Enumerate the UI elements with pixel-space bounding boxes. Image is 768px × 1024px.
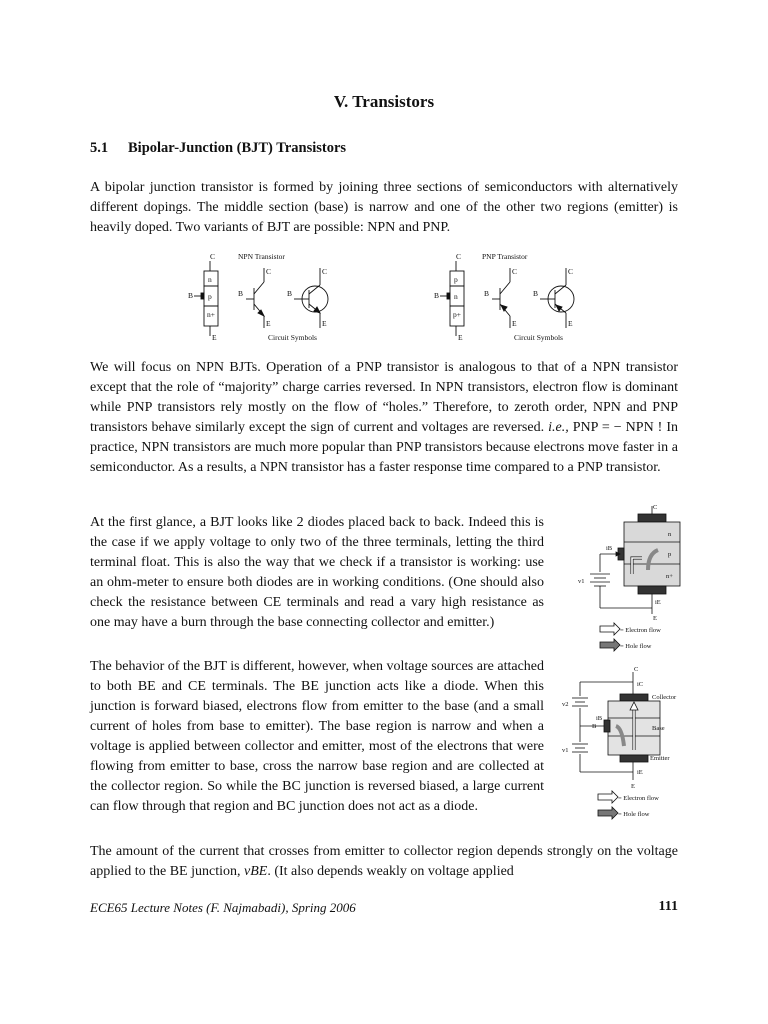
svg-text:iB: iB [606,545,613,552]
pnp-e-label: E [458,333,463,342]
svg-text:v1: v1 [562,747,569,754]
svg-text:C: C [653,504,658,511]
pnp-layer-3: p+ [453,310,461,319]
svg-text:= Hole flow: = Hole flow [620,643,652,650]
pnp-b-label: B [434,291,440,300]
svg-text:E: E [568,319,573,328]
npn-title: NPN Transistor [238,252,285,261]
svg-text:= Hole flow: = Hole flow [618,811,650,818]
pnp-c-label: C [456,252,462,261]
svg-text:E: E [322,319,327,328]
svg-text:n: n [668,531,672,538]
svg-text:iC: iC [637,681,644,688]
svg-text:p: p [668,551,672,558]
paragraph-bjt-behavior: The behavior of the BJT is different, however, when voltage sources are attached to both BE and CE terminals. The BE junction acts like a diode. When this junction is forward biased, electrons flow from emitter to the base (and a small current of holes from base to emitter). The base region is narrow and when a voltage is applied between collector and emitter, most of the electrons that were flowing from emitter to base, cross the narrow base region and are collected at the collector region. So while the BC junction is reversed biased, a large current can flow through that region and BC junction does not act as a diode. [90,659,544,814]
svg-text:E: E [512,319,517,328]
section-title: Bipolar-Junction (BJT) Transistors [128,140,347,156]
figure-diode-check-svg [560,500,690,660]
pnp-title: PNP Transistor [482,252,528,261]
svg-text:C: C [568,267,574,276]
svg-text:iE: iE [655,599,661,606]
svg-text:B: B [533,289,539,298]
svg-text:C: C [266,267,272,276]
section-number: 5.1 [90,140,109,156]
svg-text:v1: v1 [578,578,585,585]
svg-text:iE: iE [637,769,643,776]
figure-biased-bjt [560,662,690,827]
svg-text:E: E [631,783,635,790]
svg-text:B: B [484,289,490,298]
chapter-title: V. Transistors [333,92,435,111]
figure-biased-bjt-svg [560,662,690,822]
npn-layer-1: n [208,275,212,284]
pnp-symbols-caption: Circuit Symbols [514,333,563,342]
npn-layer-3: n+ [207,310,215,319]
svg-text:B: B [287,289,293,298]
npn-symbols-caption: Circuit Symbols [268,333,317,342]
figure-npn-pnp-svg [180,250,600,342]
svg-text:n+: n+ [666,573,673,580]
pnp-layer-1: p [454,275,458,284]
svg-text:Emitter: Emitter [650,755,670,762]
section-heading [90,140,346,157]
figure-diode-check [560,500,690,665]
npn-e-label: E [212,333,217,342]
svg-text:= Electron flow: = Electron flow [618,795,659,802]
npn-c-label: C [210,252,216,261]
paragraph-current-dependence: The amount of the current that crosses from emitter to collector region depends strongly on the voltage applied to the BE junction, vBE. (It also depends weakly on voltage applied [90,844,678,879]
svg-text:v2: v2 [562,701,569,708]
paragraph-npn-pnp: We will focus on NPN BJTs. Operation of a PNP transistor is analogous to that of a NPN transistor except that the role of “majority” charge carries reversed. In NPN transistors, electron flow is dominant while PNP transistors rely mostly on the flow of “holes.” Therefore, to zeroth order, NPN and PNP transistors behave similarly except the sign of current and voltages are reversed. i.e., PNP = − NPN ! In practice, NPN transistors are much more popular than PNP transistors because electrons move faster in a semiconductor. As a results, a NPN transistor has a faster response time compared to a PNP transistor. [90,360,678,475]
figure-npn-pnp [180,250,600,347]
svg-text:B: B [238,289,244,298]
svg-text:iB: iB [596,715,603,722]
svg-text:E: E [266,319,271,328]
paragraph-intro: A bipolar junction transistor is formed by joining three sections of semiconductors with alternatively different dopings. The middle section (base) is narrow and one of the other two regions (emitter) is heavily doped. Two variants of BJT are possible: NPN and PNP. [90,180,678,235]
svg-text:Base: Base [652,725,665,732]
svg-text:B: B [592,723,597,730]
npn-b-label: B [188,291,194,300]
svg-text:C: C [634,666,639,673]
npn-layer-2: p [208,292,212,301]
svg-text:C: C [512,267,518,276]
paragraph-two-diodes: At the first glance, a BJT looks like 2 diodes placed back to back. Indeed this is the case if we apply voltage to only two of the three terminals, letting the third terminal float. This is also the way that we check if a transistor is working: use an ohm-meter to ensure both diodes are in working conditions. (One should also check the resistance between CE terminals and read a vary high resistance as one may have a burn through the base connecting collector and emitter.) [90,515,544,630]
svg-text:= Electron flow: = Electron flow [620,627,661,634]
svg-text:Collector: Collector [652,694,677,701]
pnp-layer-2: n [454,292,458,301]
svg-text:C: C [322,267,328,276]
footer-course: ECE65 Lecture Notes (F. Najmabadi), Spring 2006 [90,900,356,915]
page-number: 111 [658,899,678,914]
svg-text:E: E [653,615,657,622]
